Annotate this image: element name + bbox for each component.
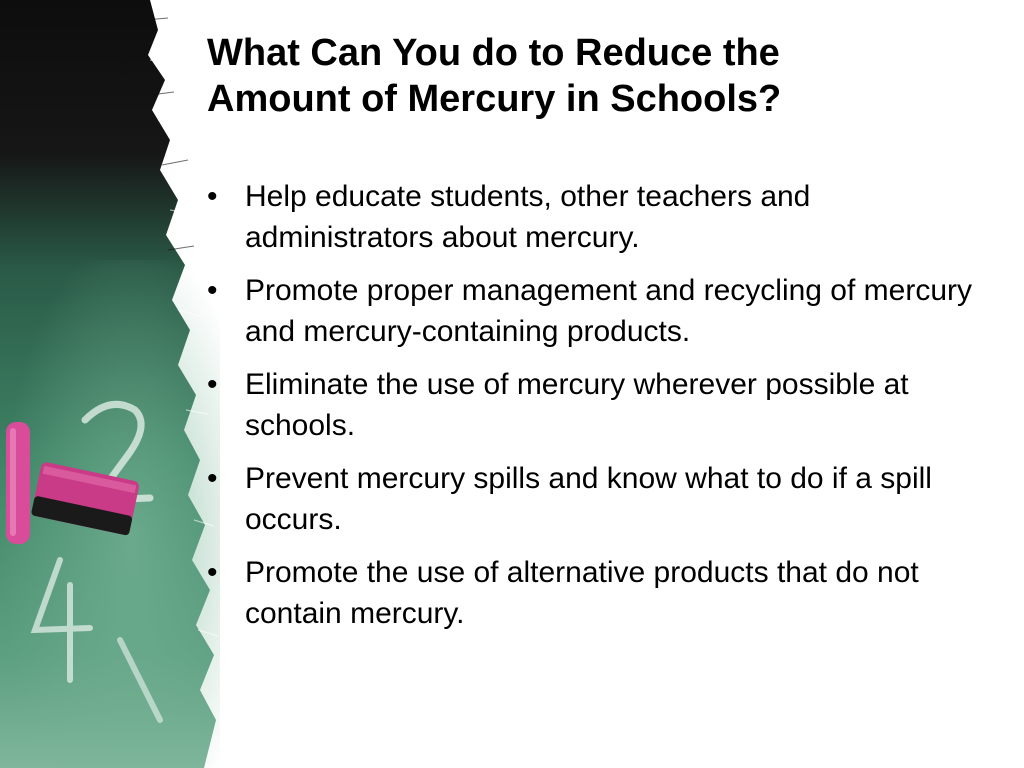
bullet-glyph: • (207, 274, 218, 307)
bullet-text: Eliminate the use of mercury wherever possible at schools. (245, 368, 909, 442)
title-line-2: Amount of Mercury in Schools? (207, 78, 782, 120)
bullet-text: Help educate students, other teachers and administrators about mercury. (245, 180, 811, 254)
list-item (207, 458, 997, 540)
page-title (207, 30, 997, 122)
title-line-1: What Can You do to Reduce the (207, 32, 780, 74)
bullet-glyph: • (207, 556, 218, 589)
bullet-list (207, 176, 997, 646)
bullet-glyph: • (207, 368, 218, 401)
list-item (207, 364, 997, 446)
chalk-stick-icon (6, 422, 30, 544)
list-item (207, 552, 997, 634)
list-item (207, 270, 997, 352)
chalkboard-decoration (0, 0, 240, 768)
bullet-text: Promote the use of alternative products that do not contain mercury. (245, 556, 919, 630)
list-item (207, 176, 997, 258)
bullet-glyph: • (207, 462, 218, 495)
bullet-glyph: • (207, 180, 218, 213)
bullet-text: Prevent mercury spills and know what to do if a spill occurs. (245, 462, 932, 536)
bullet-text: Promote proper management and recycling of mercury and mercury-containing products. (245, 274, 973, 348)
